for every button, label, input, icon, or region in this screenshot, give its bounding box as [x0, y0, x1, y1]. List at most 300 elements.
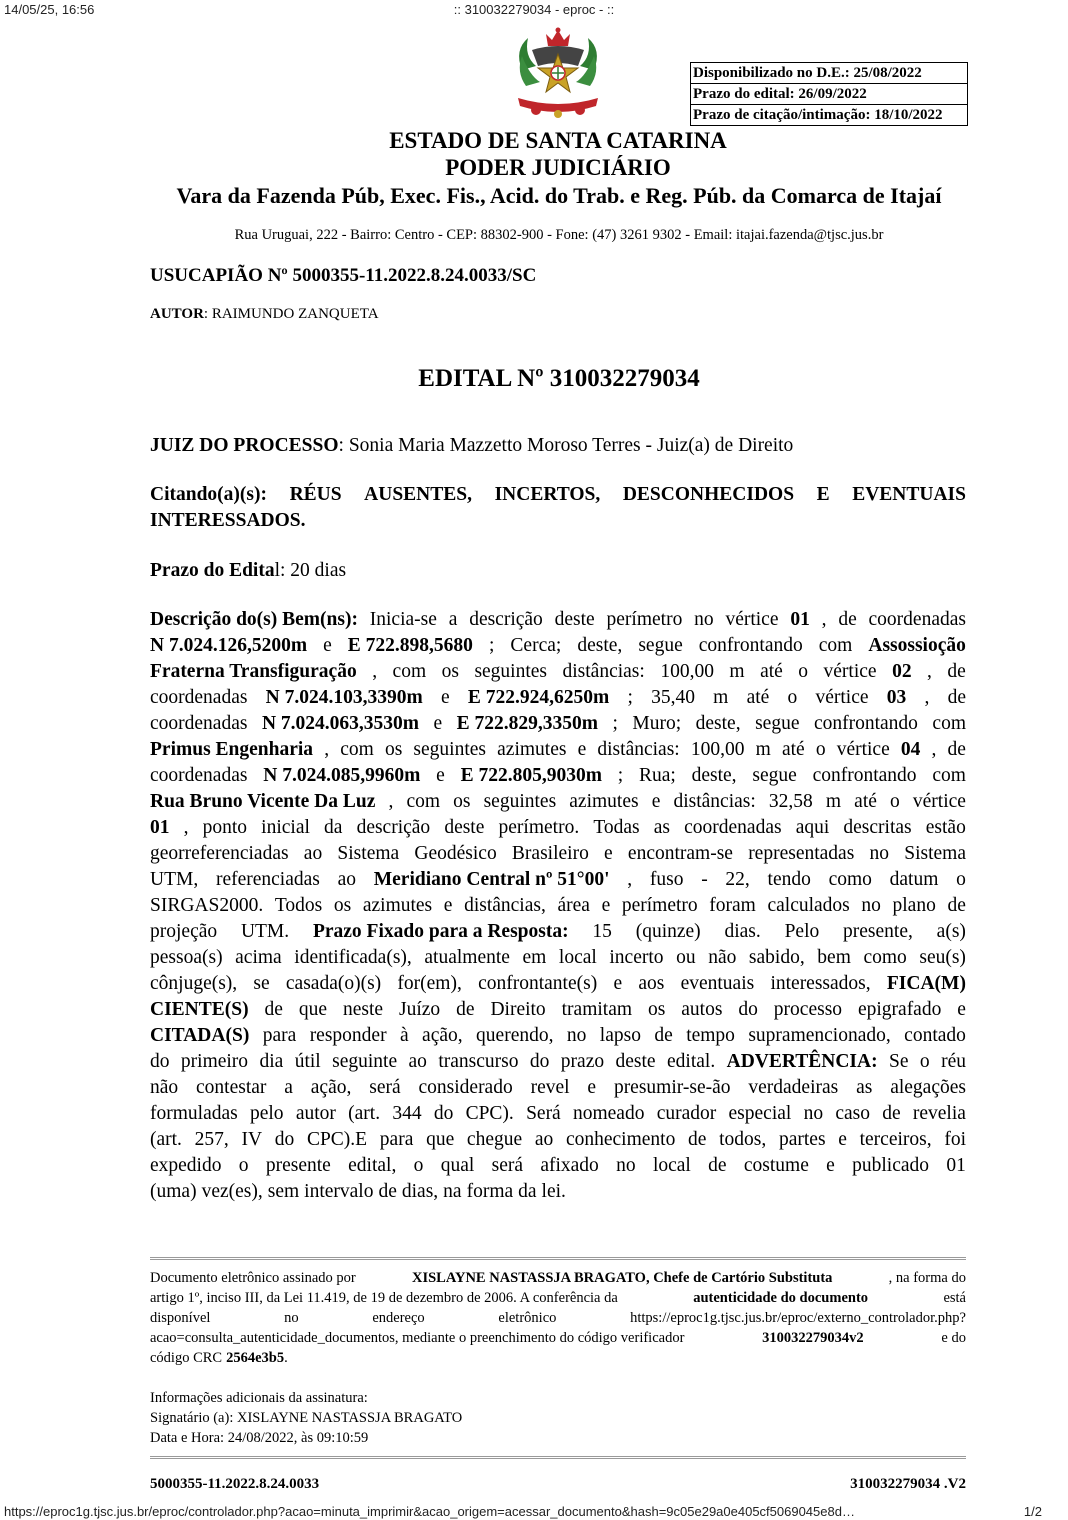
text-run: incerto: [609, 947, 664, 968]
text-run: como: [863, 947, 907, 968]
description-line: [150, 1075, 966, 1101]
text-run: tramitam: [561, 999, 633, 1020]
text-run: Todas: [593, 817, 640, 838]
text-run: 04: [900, 739, 921, 760]
text-run: edital,: [348, 1155, 397, 1176]
citation-line-2: INTERESSADOS.: [150, 510, 306, 531]
text-run: -: [701, 869, 708, 890]
text-run: coordenadas: [150, 765, 248, 786]
text-run: 01: [790, 609, 810, 630]
text-run: fuso: [649, 869, 684, 890]
text-run: do: [433, 1103, 454, 1124]
text-run: chegue: [466, 1129, 523, 1150]
text-run: como: [828, 869, 872, 890]
text-run: lei.: [541, 1181, 566, 1202]
text-run: de: [947, 895, 966, 916]
text-run: inicial: [261, 817, 310, 838]
text-run: na: [443, 1181, 462, 1202]
text-run: ,: [388, 791, 394, 812]
text-run: o: [919, 1051, 930, 1072]
text-run: calculados: [767, 895, 850, 916]
text-run: no: [616, 1155, 636, 1176]
case-author: [150, 304, 379, 324]
text-run: e: [651, 791, 661, 812]
citation-word: RÉUS: [289, 484, 342, 505]
text-run: com: [392, 661, 427, 682]
text-run: o: [238, 1155, 249, 1176]
text-run: presumir-se-ão: [613, 1077, 731, 1098]
property-description: [150, 607, 966, 1205]
text-run: local: [558, 947, 597, 968]
text-run: presente: [265, 1155, 331, 1176]
citation-block: [150, 482, 966, 534]
text-run: com: [932, 713, 966, 734]
text-run: confrontando: [698, 635, 803, 656]
text-run: lapso: [599, 1025, 641, 1046]
text-run: coordenadas: [684, 817, 782, 838]
text-run: qual: [440, 1155, 475, 1176]
judge-label: JUIZ DO PROCESSO: [150, 435, 339, 456]
citation-word: AUSENTES,: [364, 484, 472, 505]
text-run: curador: [656, 1103, 717, 1124]
text-run: m: [713, 687, 729, 708]
text-run: o: [413, 1155, 424, 1176]
text-run: os: [453, 791, 471, 812]
text-run: de: [688, 1129, 707, 1150]
text-run: que: [426, 1129, 455, 1150]
text-run: réu: [941, 1051, 966, 1072]
text-run: autenticidade do documento: [693, 1290, 869, 1306]
court-address: Rua Uruguai, 222 - Bairro: Centro - CEP: 88302-900 - Fone: (47) 3261 9302 - Email: itajai.fazenda@tjsc.jus.br: [234, 227, 884, 243]
text-run: do: [150, 1051, 170, 1072]
text-run: no: [284, 1310, 299, 1326]
text-run: representadas: [748, 843, 855, 864]
text-run: UTM.: [240, 921, 290, 942]
citation-deadline: Prazo de citação/intimação: 18/10/2022: [693, 107, 943, 123]
text-run: ação,: [422, 1025, 463, 1046]
text-run: primeiro: [180, 1051, 249, 1072]
text-run: no: [861, 895, 881, 916]
signature-line: [150, 1308, 966, 1328]
text-run: m: [755, 739, 771, 760]
text-run: coordenadas: [150, 687, 248, 708]
text-run: 32,58: [768, 791, 813, 812]
text-run: tempo: [686, 1025, 735, 1046]
judiciary-name: PODER JUDICIÁRIO: [445, 155, 671, 180]
text-run: deste,: [691, 765, 737, 786]
deadline-label: Prazo do Edita: [150, 560, 275, 581]
text-run: Pelo: [784, 921, 820, 942]
text-run: ;: [627, 687, 633, 708]
text-run: ,: [324, 739, 330, 760]
text-run: sem: [267, 1181, 300, 1202]
text-run: ou: [676, 947, 696, 968]
text-run: com: [340, 739, 374, 760]
text-run: em: [522, 947, 547, 968]
description-line: [150, 841, 966, 867]
text-run: CITADA(S): [150, 1025, 250, 1046]
text-run: até: [854, 791, 877, 812]
santa-catarina-coat-of-arms-icon: [512, 26, 604, 122]
citation-line-1: [150, 482, 966, 508]
text-run: Rua Bruno Vicente Da Luz: [150, 791, 376, 812]
text-run: conhecimento: [565, 1129, 676, 1150]
text-run: acima: [235, 947, 282, 968]
text-run: 100,00: [660, 661, 714, 682]
text-run: segue: [755, 713, 800, 734]
text-run: para: [379, 1129, 414, 1150]
print-page-title: :: 310032279034 - eproc - ::: [453, 2, 615, 17]
text-run: dia: [259, 1051, 284, 1072]
text-run: epigrafado: [857, 999, 942, 1020]
text-run: cônjuge(s),: [150, 973, 238, 994]
state-name: ESTADO DE SANTA CATARINA: [389, 128, 727, 153]
text-run: ,: [821, 609, 827, 630]
text-run: no: [803, 1103, 824, 1124]
print-datetime: 14/05/25, 16:56: [4, 2, 95, 17]
text-run: Documento eletrônico assinado por: [150, 1270, 356, 1286]
text-run: ,: [372, 661, 378, 682]
text-run: revelia: [912, 1103, 966, 1124]
text-run: da: [324, 817, 343, 838]
text-run: Inicia-se: [369, 609, 437, 630]
text-run: e: [604, 843, 613, 864]
text-run: 22,: [725, 869, 750, 890]
text-run: UTM,: [150, 869, 199, 890]
text-run: com: [818, 635, 853, 656]
text-run: https://eproc1g.tjsc.jus.br/eproc/externo_controlador.php?: [630, 1310, 966, 1326]
text-run: e: [613, 973, 623, 994]
text-run: E 722.924,6250m: [467, 687, 610, 708]
text-run: deste: [615, 1051, 656, 1072]
author-value: : RAIMUNDO ZANQUETA: [203, 306, 379, 322]
signatory: Signatário (a): XISLAYNE NASTASSJA BRAGATO: [150, 1410, 463, 1426]
text-run: referenciadas: [215, 869, 320, 890]
text-run: os: [647, 999, 666, 1020]
text-run: for(em),: [397, 973, 462, 994]
description-line: [150, 893, 966, 919]
text-run: a: [448, 609, 458, 630]
edital-deadline-line: [150, 559, 346, 583]
text-run: 03: [886, 687, 907, 708]
citation-word: EVENTUAIS: [852, 484, 966, 505]
text-run: o: [787, 687, 798, 708]
text-run: identificada(s),: [294, 947, 412, 968]
court-name: Vara da Fazenda Púb, Exec. Fis., Acid. do Trab. e Reg. Púb. da Comarca de Itajaí: [176, 183, 942, 208]
text-run: casada(o)(s): [285, 973, 382, 994]
text-run: N 7.024.126,5200m: [150, 635, 308, 656]
text-run: vez(es),: [201, 1181, 263, 1202]
text-run: não: [708, 947, 737, 968]
text-run: seguinte: [332, 1051, 398, 1072]
text-run: de: [456, 999, 475, 1020]
text-run: ,: [927, 661, 932, 682]
text-run: sabido,: [748, 947, 805, 968]
text-run: o: [815, 739, 826, 760]
text-run: datum: [889, 869, 939, 890]
text-run: perímetro: [621, 895, 698, 916]
text-run: 100,00: [690, 739, 745, 760]
text-run: tendo: [767, 869, 811, 890]
text-run: seu(s): [919, 947, 966, 968]
text-run: revel: [530, 1077, 570, 1098]
text-run: disponível: [150, 1310, 211, 1326]
description-line: [150, 1153, 966, 1179]
text-run: acao=consulta_autenticidade_documentos, mediante o preenchimento do código verificador: [150, 1330, 685, 1346]
description-line: [150, 971, 966, 997]
text-run: Sistema: [337, 843, 400, 864]
text-run: endereço: [372, 1310, 425, 1326]
text-run: N 7.024.085,9960m: [263, 765, 421, 786]
text-run: e: [957, 999, 966, 1020]
text-run: útil: [294, 1051, 321, 1072]
text-run: até: [781, 739, 805, 760]
text-run: transcurso: [438, 1051, 519, 1072]
text-run: contado: [904, 1025, 966, 1046]
text-run: m: [825, 791, 842, 812]
text-run: e: [587, 1077, 597, 1098]
text-run: no: [566, 1025, 587, 1046]
description-line: [150, 633, 966, 659]
text-run: Se: [889, 1051, 909, 1072]
text-run: presente,: [843, 921, 913, 942]
description-line: [150, 659, 966, 685]
text-run: expedido: [150, 1155, 222, 1176]
text-run: ao: [303, 843, 323, 864]
text-run: ;: [612, 713, 618, 734]
text-run: Geodésico: [414, 843, 497, 864]
text-run: Meridiano Central nº 51°00': [373, 869, 610, 890]
text-run: Cerca;: [510, 635, 562, 656]
text-run: está: [943, 1290, 966, 1306]
text-run: descrição: [356, 817, 431, 838]
text-run: costume: [743, 1155, 809, 1176]
text-run: de: [378, 1181, 397, 1202]
description-line: [150, 1023, 966, 1049]
text-run: confrontando: [812, 765, 917, 786]
text-run: foram: [709, 895, 756, 916]
text-run: perímetro: [606, 609, 683, 630]
description-line: [150, 919, 966, 945]
text-run: plano: [892, 895, 936, 916]
text-run: neste: [342, 999, 384, 1020]
text-run: vértice: [725, 609, 779, 630]
description-line: [150, 1101, 966, 1127]
citation-word: DESCONHECIDOS: [622, 484, 795, 505]
text-run: artigo 1º, inciso III, da Lei 11.419, de 19 de dezembro de 2006. A conferência da: [150, 1290, 618, 1306]
text-run: de: [838, 609, 857, 630]
text-run: deste: [444, 817, 485, 838]
text-run: Sistema: [904, 843, 966, 864]
text-run: ,: [183, 817, 189, 838]
text-run: o: [798, 661, 809, 682]
text-run: azimutes: [569, 791, 639, 812]
text-run: Juízo: [399, 999, 441, 1020]
text-run: de: [947, 661, 966, 682]
text-run: do: [529, 1051, 550, 1072]
text-run: caso: [835, 1103, 870, 1124]
footer-document-code: 310032279034 .V2: [850, 1476, 966, 1492]
text-run: contestar: [196, 1077, 267, 1098]
text-run: ação,: [310, 1077, 352, 1098]
text-run: vértice: [823, 661, 877, 682]
description-line: [150, 737, 966, 763]
text-run: ponto: [202, 817, 248, 838]
text-run: coordenadas: [868, 609, 966, 630]
text-run: ,: [627, 869, 633, 890]
publication-dates-box: [690, 62, 968, 126]
judge-value: : Sonia Maria Mazzetto Moroso Terres - Juiz(a) de Direito: [338, 435, 794, 456]
text-run: N 7.024.063,3530m: [261, 713, 420, 734]
text-run: pelo: [249, 1103, 284, 1124]
text-run: forma: [466, 1181, 514, 1202]
text-run: considerado: [418, 1077, 513, 1098]
text-run: seguintes: [413, 739, 486, 760]
signature-line: [150, 1268, 966, 1288]
text-run: todos,: [719, 1129, 767, 1150]
text-run: distâncias:: [562, 661, 645, 682]
judge-line: [150, 434, 793, 458]
deadline-value: l: 20 dias: [274, 560, 347, 581]
description-line: [150, 1127, 966, 1153]
text-run: os: [333, 895, 352, 916]
text-run: com: [932, 765, 966, 786]
text-run: e: [838, 1129, 847, 1150]
edital-title: EDITAL Nº 310032279034: [418, 365, 700, 392]
text-run: para: [262, 1025, 297, 1046]
text-run: os: [441, 661, 459, 682]
description-line: [150, 711, 966, 737]
text-run: Direito: [490, 999, 546, 1020]
text-run: os: [384, 739, 403, 760]
text-run: 2564e3b5: [226, 1350, 285, 1366]
text-run: vértice: [815, 687, 869, 708]
description-line: [150, 1049, 966, 1075]
text-run: segue: [638, 635, 683, 656]
footer-process-number: 5000355-11.2022.8.24.0033: [150, 1476, 320, 1492]
text-run: atualmente: [424, 947, 510, 968]
print-footer: [0, 1504, 1068, 1520]
text-run: azimutes: [497, 739, 567, 760]
text-run: CIENTE(S): [150, 999, 249, 1020]
text-run: 01: [946, 1155, 966, 1176]
text-run: (uma): [150, 1181, 197, 1202]
signature-info-title: Informações adicionais da assinatura:: [150, 1390, 368, 1406]
text-run: E 722.805,9030m: [460, 765, 602, 786]
text-run: especial: [728, 1103, 792, 1124]
text-run: alegações: [890, 1077, 966, 1098]
text-run: 02: [892, 661, 912, 682]
text-run: verdadeiras: [748, 1077, 839, 1098]
text-run: e: [433, 713, 443, 734]
publication-date: Disponibilizado no D.E.: 25/08/2022: [691, 63, 967, 84]
case-number: USUCAPIÃO Nº 5000355-11.2022.8.24.0033/SC: [150, 265, 537, 286]
text-run: eletrônico: [498, 1310, 557, 1326]
text-run: prazo: [560, 1051, 605, 1072]
text-run: perímetro.: [498, 817, 580, 838]
citation-word: Citando(a)(s):: [150, 484, 267, 505]
text-run: N 7.024.103,3390m: [265, 687, 423, 708]
text-run: até: [746, 687, 770, 708]
text-run: terceiros,: [859, 1129, 932, 1150]
text-run: Será: [526, 1103, 561, 1124]
divider: [150, 1456, 966, 1459]
text-run: Prazo Fixado para a Resposta:: [312, 921, 569, 942]
print-url: https://eproc1g.tjsc.jus.br/eproc/controlador.php?acao=minuta_imprimir&acao_origem=acessar_documento&hash=9c05e29a0e405cf5069045e8d…: [4, 1504, 855, 1519]
signature-info: [150, 1388, 462, 1448]
description-line: [150, 607, 966, 633]
text-run: se: [253, 973, 270, 994]
text-run: ,: [931, 739, 937, 760]
description-line: [150, 945, 966, 971]
text-run: azimutes: [362, 895, 433, 916]
description-line: [150, 789, 966, 815]
text-run: 35,40: [651, 687, 695, 708]
text-run: e: [601, 895, 611, 916]
text-run: do: [274, 1129, 295, 1150]
text-run: confrontante(s): [478, 973, 598, 994]
text-run: no: [694, 609, 714, 630]
text-run: projeção: [150, 921, 218, 942]
text-run: ,: [924, 687, 930, 708]
text-run: seguintes: [474, 661, 548, 682]
print-page-number: 1/2: [1023, 1504, 1042, 1519]
text-run: será: [369, 1077, 401, 1098]
signature-line: [150, 1288, 966, 1308]
text-run: , na forma do: [888, 1270, 966, 1286]
description-line: [150, 685, 966, 711]
text-run: XISLAYNE NASTASSJA BRAGATO, Chefe de Cartório Substituta: [412, 1270, 833, 1286]
text-run: segue: [752, 765, 797, 786]
text-run: a(s): [936, 921, 966, 942]
text-run: CPC).: [465, 1103, 514, 1124]
edital-deadline: Prazo do edital: 26/09/2022: [691, 84, 967, 105]
text-run: .: [284, 1350, 288, 1366]
text-run: e: [577, 739, 587, 760]
text-run: de: [708, 1155, 727, 1176]
text-run: que: [298, 999, 328, 1020]
text-run: (quinze): [635, 921, 701, 942]
text-run: Assossioção: [868, 635, 966, 656]
text-run: SIRGAS2000.: [150, 895, 264, 916]
text-run: descrição: [469, 609, 543, 630]
text-run: código CRC: [150, 1350, 223, 1366]
text-run: ADVERTÊNCIA:: [726, 1051, 878, 1072]
text-run: o: [890, 791, 900, 812]
text-run: 15: [592, 921, 612, 942]
text-run: nomeado: [572, 1103, 645, 1124]
text-run: de: [947, 687, 966, 708]
text-run: de: [947, 739, 966, 760]
text-run: descritas: [843, 817, 912, 838]
text-run: foi: [944, 1129, 966, 1150]
text-run: distâncias,: [464, 895, 546, 916]
text-run: partes: [778, 1129, 826, 1150]
text-run: eventuais: [680, 973, 755, 994]
text-run: ao: [408, 1051, 427, 1072]
text-run: e: [443, 895, 453, 916]
text-run: deste,: [577, 635, 623, 656]
text-run: deste: [554, 609, 595, 630]
text-run: intervalo: [304, 1181, 374, 1202]
signature-line: [150, 1328, 966, 1348]
text-run: ;: [617, 765, 624, 786]
text-run: aqui: [795, 817, 830, 838]
text-run: Rua;: [638, 765, 676, 786]
text-run: Brasileiro: [511, 843, 589, 864]
text-run: no: [869, 843, 890, 864]
text-run: será: [491, 1155, 524, 1176]
